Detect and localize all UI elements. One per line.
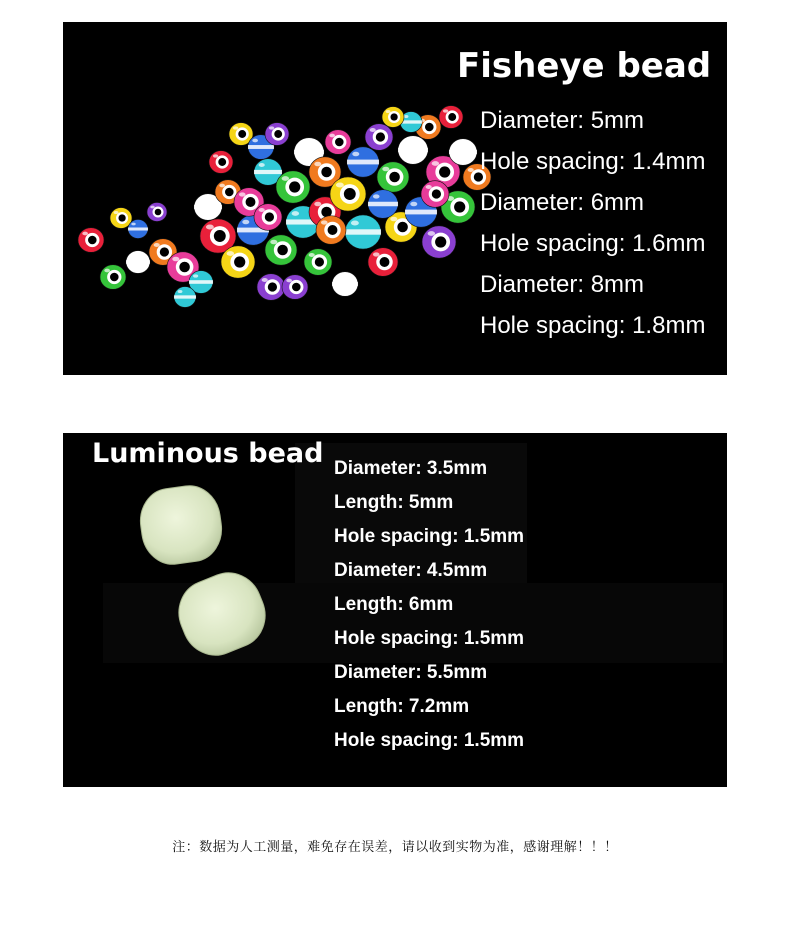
fisheye-bead [221,246,255,278]
luminous-spec-item: Hole spacing: 1.5mm [334,730,525,751]
fisheye-bead [174,287,196,308]
fisheye-bead [398,136,428,165]
luminous-bead-title: Luminous bead [92,438,324,469]
luminous-spec-list [334,452,524,758]
fisheye-bead-panel [63,22,727,375]
fisheye-spec-item: Diameter: 6mm [480,189,645,216]
fisheye-spec-item: Hole spacing: 1.6mm [480,230,706,257]
luminous-spec-item: Hole spacing: 1.5mm [334,526,525,547]
fisheye-bead [347,147,379,177]
fisheye-bead [439,106,463,129]
fisheye-spec-item: Hole spacing: 1.8mm [480,312,706,339]
luminous-spec-item: Length: 7.2mm [334,696,470,717]
luminous-spec-item: Hole spacing: 1.5mm [334,628,525,649]
fisheye-bead [209,151,233,174]
fisheye-bead [377,162,409,192]
fisheye-bead [330,177,366,211]
fisheye-bead [147,203,167,222]
fisheye-bead [265,235,297,265]
fisheye-bead [126,251,150,274]
luminous-bead-panel [63,433,727,787]
disclaimer-note: 注：数据为人工测量，难免存在误差，请以收到实物为准，感谢理解！！！ [172,840,618,855]
fisheye-bead [325,130,351,155]
fisheye-bead [345,215,381,249]
fisheye-bead [276,171,310,203]
fisheye-bead [382,107,404,128]
fisheye-bead [422,226,456,258]
fisheye-bead [332,272,358,297]
fisheye-bead [282,275,308,300]
fisheye-bead [368,190,398,219]
fisheye-bead [265,123,289,146]
fisheye-bead [78,228,104,253]
fisheye-bead [421,181,449,208]
luminous-spec-item: Length: 6mm [334,594,454,615]
fisheye-spec-list [480,100,705,346]
fisheye-bead [304,249,332,276]
fisheye-spec-item: Diameter: 8mm [480,271,645,298]
fisheye-bead [449,139,477,166]
luminous-spec-item: Diameter: 4.5mm [334,560,488,581]
luminous-spec-item: Diameter: 3.5mm [334,458,488,479]
luminous-spec-item: Length: 5mm [334,492,454,513]
luminous-bead-2 [169,563,275,665]
fisheye-bead [368,248,398,277]
fisheye-bead [257,274,285,301]
fisheye-bead [254,204,282,231]
luminous-bead-1 [136,482,226,568]
fisheye-bead [128,220,148,239]
luminous-spec-item: Diameter: 5.5mm [334,662,488,683]
fisheye-bead [316,216,346,245]
fisheye-bead-title: Fisheye bead [457,46,712,86]
fisheye-spec-item: Hole spacing: 1.4mm [480,148,706,175]
fisheye-bead [365,124,393,151]
fisheye-bead [100,265,126,290]
fisheye-spec-item: Diameter: 5mm [480,107,645,134]
